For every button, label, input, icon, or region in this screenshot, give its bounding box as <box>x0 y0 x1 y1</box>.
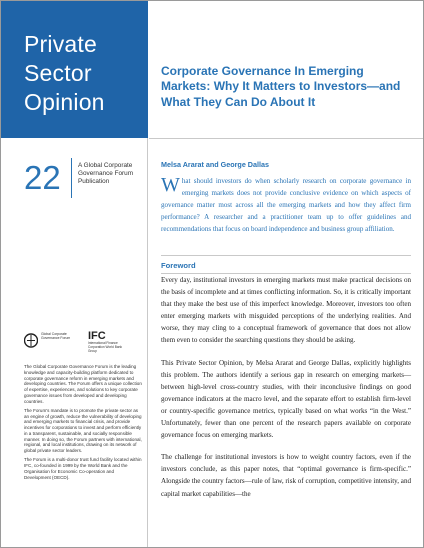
gcgf-logo <box>24 330 74 352</box>
authors: Melsa Ararat and George Dallas <box>161 160 269 169</box>
article-title: Corporate Governance In Emerging Markets: Why It Matters to Investors—and What They Can Do About It <box>161 64 401 109</box>
ifc-logo-mark: IFC <box>88 330 106 342</box>
abstract-text: hat should investors do when scholarly research on corporate governance in emerging markets does not provide conclusive evidence on which aspects of governance matter most across all the emerging markets and how they affect firm performance? A researcher and a practitioner team up to offer guidelines and recommendations that focus on board independence and business group affiliation. <box>161 177 411 234</box>
issue-number: 22 <box>24 159 61 196</box>
abstract <box>161 175 411 235</box>
issue-description: A Global Corporate Governance Forum Publication <box>78 162 134 186</box>
foreword-body <box>161 274 411 510</box>
series-title-line-2: Sector <box>24 60 92 86</box>
body-paragraph: This Private Sector Opinion, by Melsa Ararat and George Dallas, explicitly highlights this problem. The authors identify a serious gap in research on emerging markets—between high-level cross-country studies, with their inconclusive findings on good governance indicators at the macro level, and the separate effort to establish firm-level or country-specific governance metrics, typically based on what works “in the West.” Unfortunately, fewer than one percent of the research papers available on corporate governance focus on emerging markets. <box>161 358 411 440</box>
ifc-logo-text: International Finance Corporation World Bank Group <box>88 341 122 353</box>
foreword-divider-top <box>161 255 411 256</box>
about-paragraph: The Global Corporate Governance Forum is the leading knowledge and capacity-building platform dedicated to corporate governance reform in emerging markets and developing countries. The Forum offers a unique collection of expertise, experiences, and solutions to key corporate governance issues from developed and developing countries. <box>24 364 142 404</box>
brand-block <box>0 0 148 138</box>
issue-divider <box>71 158 72 198</box>
body-paragraph: The challenge for institutional investors is how to weight country factors, even if the investors conclude, as this paper notes, that “optimal governance is firm-specific.” Alongside the country factors—rule of law, risk of corruption, competitive intensity, and capital market capabilities—the <box>161 453 411 498</box>
drop-cap: W <box>161 174 180 196</box>
series-title <box>24 30 105 117</box>
about-paragraph: The Forum is a multi-donor trust fund facility located within IFC, co-founded in 1999 by the World Bank and the Organisation for Economic Co-operation and Development (OECD). <box>24 457 142 480</box>
about-forum <box>24 364 142 484</box>
main-column <box>149 0 424 548</box>
section-heading: Foreword <box>161 261 196 270</box>
title-divider <box>149 138 424 139</box>
about-paragraph: The Forum's mandate is to promote the private sector as an engine of growth, reduce the vulnerability of developing and emerging markets to financial crisis, and provide incentives for corporations to invest and perform efficiently in a transparent, sustainable, and socially responsible manner. In doing so, the Forum partners with international, regional, and local institutions, drawing on its network of global private sector leaders. <box>24 407 142 454</box>
gcgf-logo-icon <box>24 332 38 349</box>
series-title-line-3: Opinion <box>24 89 105 115</box>
series-title-line-1: Private <box>24 31 97 57</box>
logo-row <box>24 330 140 354</box>
gcgf-logo-text: Global Corporate Governance Forum <box>41 332 71 341</box>
ifc-logo <box>88 330 140 354</box>
sidebar <box>0 0 148 548</box>
body-paragraph: Every day, institutional investors in emerging markets must make practical decisions on the basis of incomplete and at times conflicting information. So, it is critically important that they make the best use of this imperfect knowledge. Moreover, investors too often enter emerging markets with misguided perceptions of the underlying realities. And worse, they may cling to a conceptual framework of governance that does not allow them even to consider the searching questions they should be asking. <box>161 276 411 345</box>
